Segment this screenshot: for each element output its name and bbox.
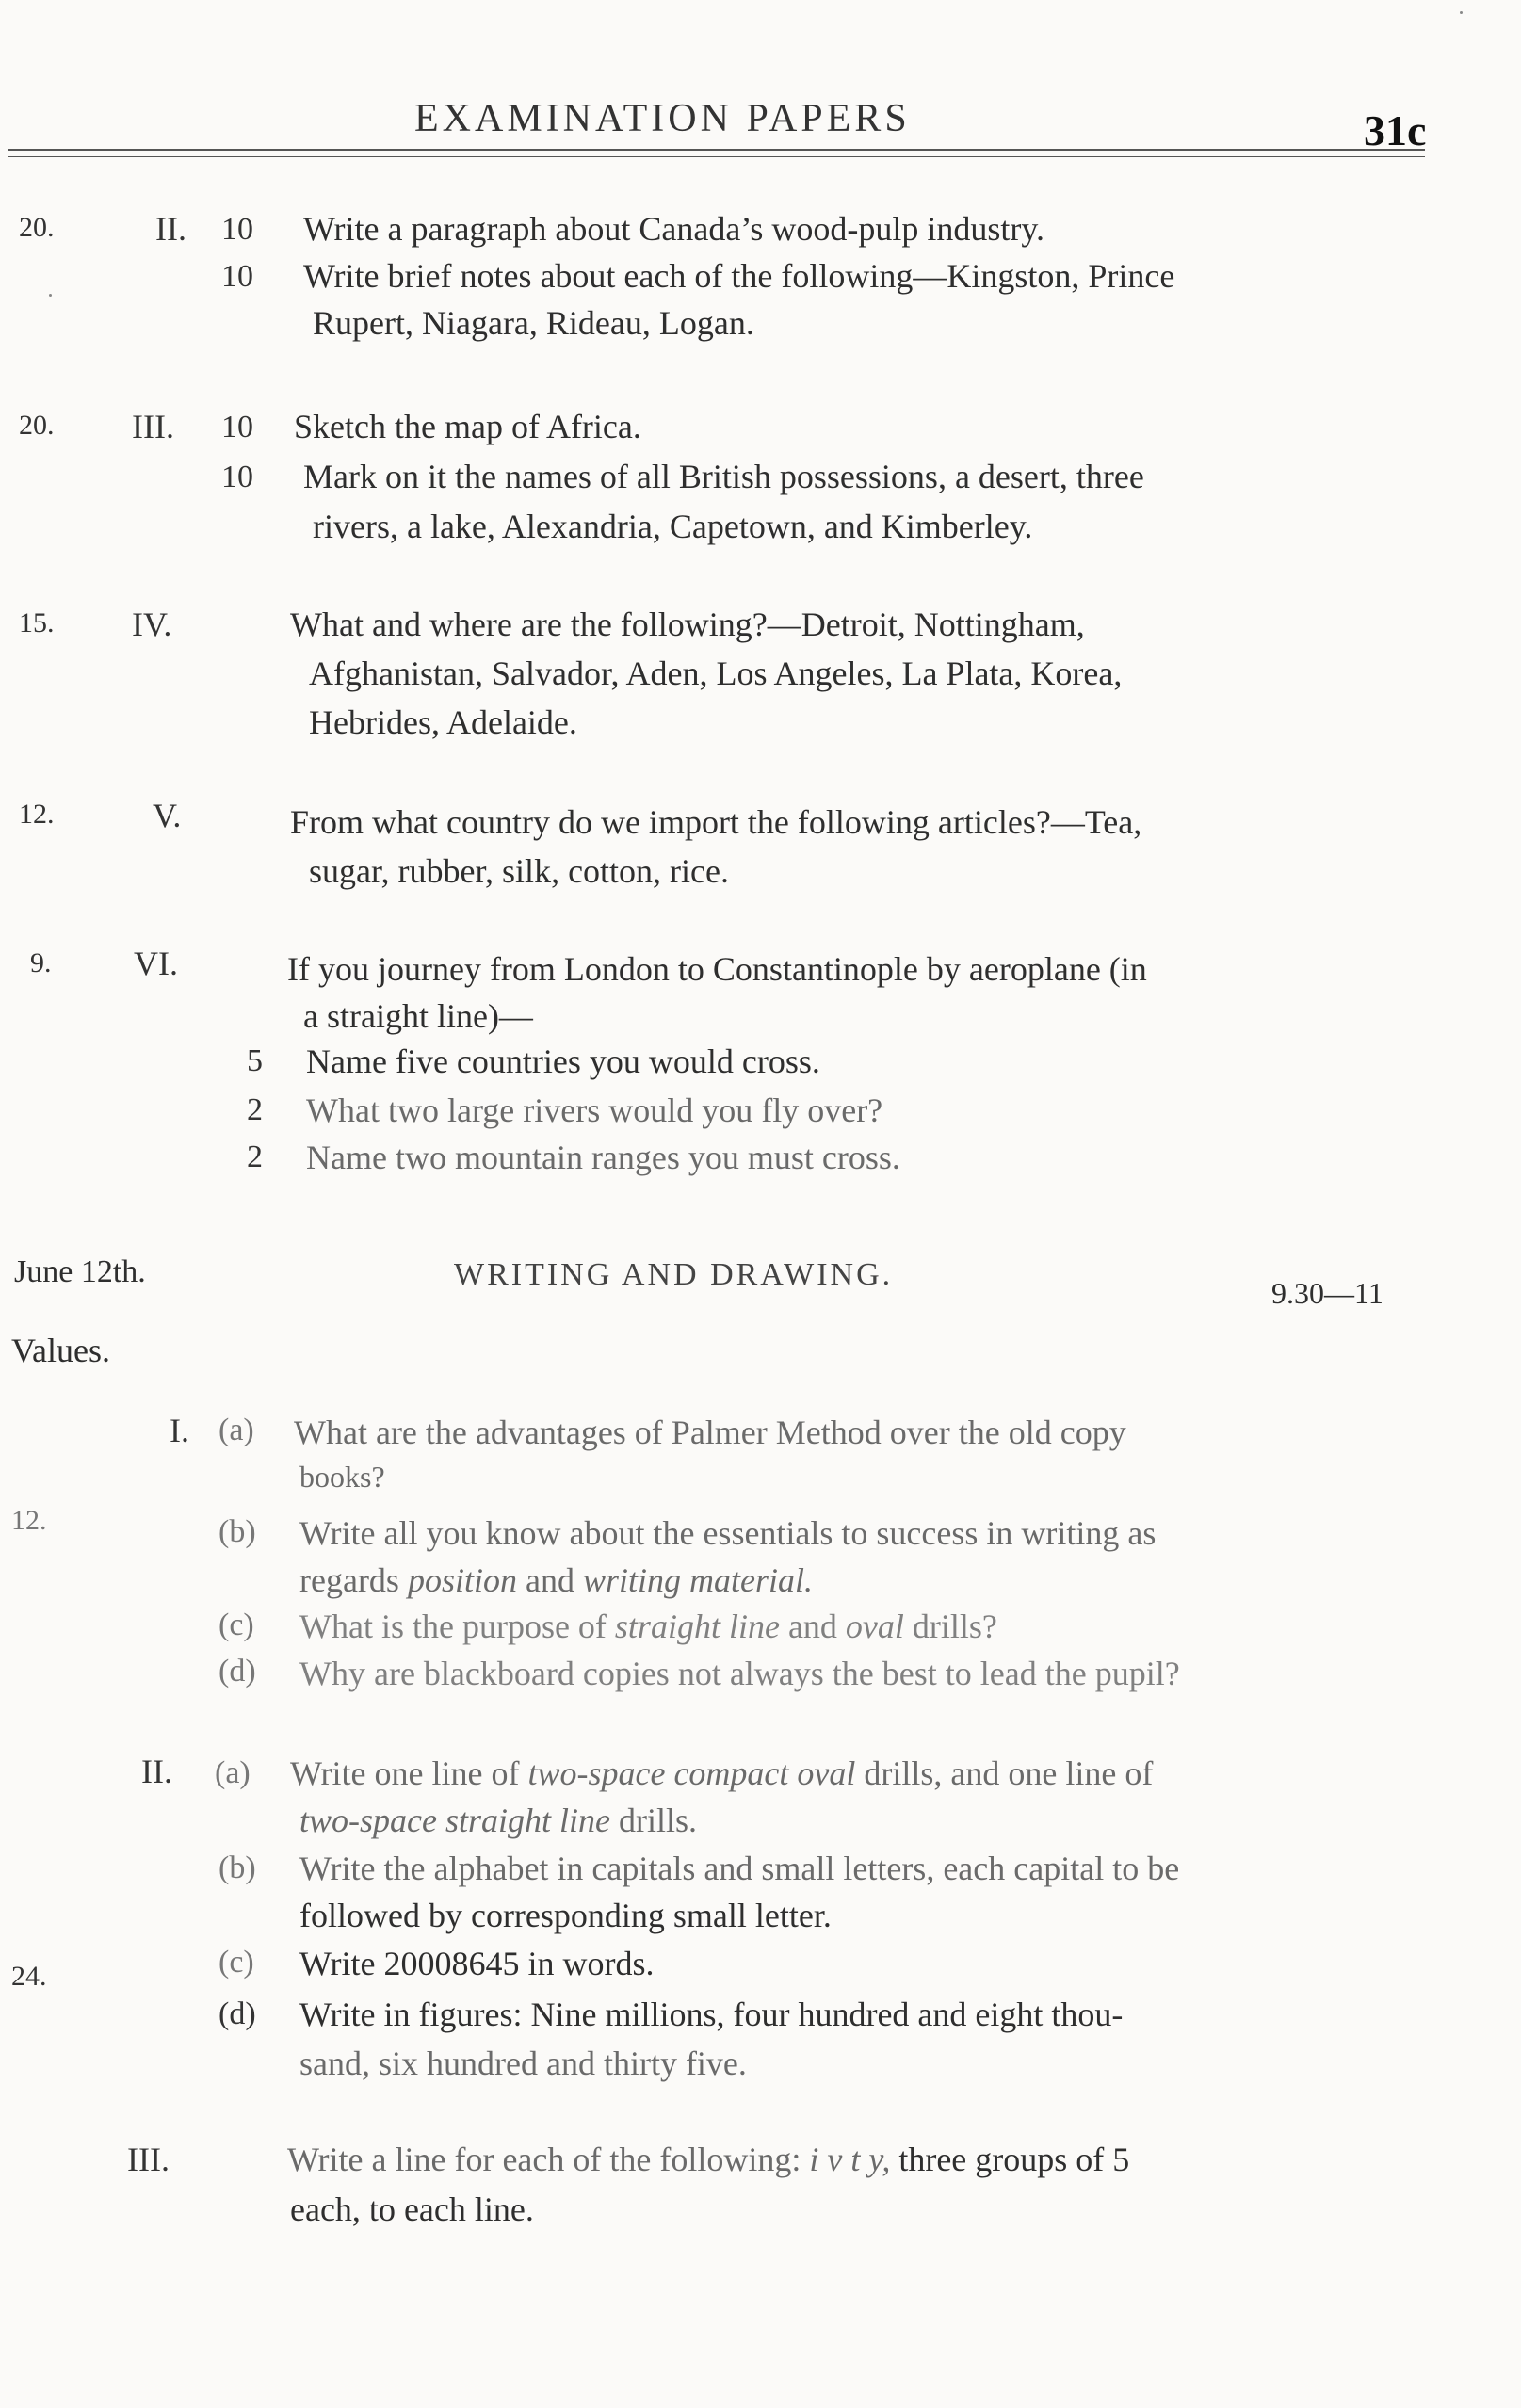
text-span: drills. (618, 1802, 697, 1839)
text-span: drills, and one line of (864, 1754, 1154, 1792)
question-text: Name two mountain ranges you must cross. (306, 1139, 900, 1176)
text-span: and (525, 1561, 574, 1599)
part-label: (a) (215, 1755, 251, 1790)
question-numeral: II. (141, 1753, 172, 1790)
question-text-line (287, 2140, 1129, 2179)
running-header-title: EXAMINATION PAPERS (414, 97, 911, 140)
italic-span: position (407, 1561, 517, 1599)
question-text: Rupert, Niagara, Rideau, Logan. (313, 304, 754, 342)
text-span: Write one line of (290, 1754, 520, 1792)
question-text: rivers, a lake, Alexandria, Capetown, and Kimberley. (313, 508, 1033, 545)
question-value: 12. (19, 799, 55, 830)
question-numeral: II. (155, 210, 186, 248)
values-label: Values. (11, 1332, 110, 1369)
text-span: and (787, 1608, 837, 1645)
part-label: (a) (218, 1413, 254, 1447)
question-text-line (299, 1560, 813, 1600)
marks: 2 (247, 1092, 263, 1127)
question-text: books? (299, 1460, 385, 1494)
question-value: 24. (11, 1961, 47, 1992)
print-speck (49, 294, 52, 297)
question-numeral: I. (170, 1412, 189, 1449)
question-text: Afghanistan, Salvador, Aden, Los Angeles, La Plata, Korea, (309, 655, 1123, 692)
question-text: a straight line)— (303, 997, 533, 1035)
question-text: Write a paragraph about Canada’s wood-pulp industry. (303, 210, 1044, 248)
part-label: (b) (218, 1514, 256, 1549)
question-text-line (299, 1607, 997, 1646)
question-text: followed by corresponding small letter. (299, 1897, 832, 1934)
exam-date: June 12th. (14, 1254, 146, 1289)
part-label: (b) (218, 1850, 256, 1885)
italic-span: writing material. (582, 1561, 813, 1599)
exam-time: 9.30—11 (1271, 1276, 1383, 1310)
part-label: (d) (218, 1996, 256, 2031)
question-text: Sketch the map of Africa. (294, 408, 641, 445)
question-text: Write 20008645 in words. (299, 1945, 655, 1982)
italic-span: oval (845, 1608, 904, 1645)
question-text: Hebrides, Adelaide. (309, 703, 577, 741)
marks: 10 (221, 410, 253, 444)
italic-span: two-space compact oval (527, 1754, 856, 1792)
question-text: Write the alphabet in capitals and small letters, each capital to be (299, 1850, 1180, 1887)
question-text: Name five countries you would cross. (306, 1042, 820, 1080)
question-numeral: III. (127, 2141, 170, 2178)
header-rule-bottom (8, 156, 1425, 157)
italic-span: straight line (614, 1608, 780, 1645)
italic-span: two-space straight line (299, 1802, 610, 1839)
question-text: What are the advantages of Palmer Method over the old copy (294, 1414, 1126, 1451)
text-span: regards (299, 1561, 399, 1599)
marks: 10 (221, 212, 253, 247)
question-value: 15. (19, 607, 55, 638)
question-text: sand, six hundred and thirty five. (299, 2044, 747, 2082)
question-text: Write all you know about the essentials to success in writing as (299, 1514, 1157, 1552)
text-span: three groups of 5 (898, 2141, 1130, 2178)
marks: 2 (247, 1139, 263, 1174)
text-span: What is the purpose of (299, 1608, 607, 1645)
page-number: 31c (1364, 106, 1427, 154)
part-label: (c) (218, 1608, 254, 1642)
marks: 10 (221, 460, 253, 494)
question-numeral: IV. (132, 606, 172, 643)
part-label: (d) (218, 1654, 256, 1689)
part-label: (c) (218, 1945, 254, 1980)
question-numeral: V. (153, 797, 182, 834)
question-value: 20. (19, 410, 55, 441)
question-text: Write in figures: Nine millions, four hundred and eight thou- (299, 1996, 1124, 2033)
question-text: If you journey from London to Constantinople by aeroplane (in (287, 950, 1147, 988)
question-text: Mark on it the names of all British possessions, a desert, three (303, 458, 1144, 495)
question-text: Write brief notes about each of the following—Kingston, Prince (303, 257, 1175, 295)
italic-span: i v t y, (809, 2141, 891, 2178)
print-speck (1460, 11, 1463, 14)
question-text: What and where are the following?—Detroit, Nottingham, (290, 606, 1085, 643)
question-numeral: III. (132, 408, 174, 445)
header-rule-top (8, 149, 1425, 151)
text-span: drills? (912, 1608, 997, 1645)
question-text-line (299, 1801, 697, 1840)
question-text: What two large rivers would you fly over? (306, 1091, 883, 1129)
marks: 10 (221, 259, 253, 294)
question-value: 12. (11, 1505, 47, 1536)
question-value: 9. (30, 947, 52, 978)
marks: 5 (247, 1043, 263, 1078)
question-text: each, to each line. (290, 2190, 534, 2228)
question-text: From what country do we import the following articles?—Tea, (290, 803, 1142, 841)
question-numeral: VI. (134, 945, 178, 982)
question-text: sugar, rubber, silk, cotton, rice. (309, 852, 729, 890)
question-text-line (290, 1753, 1153, 1793)
section-title: WRITING AND DRAWING. (454, 1257, 894, 1292)
question-text: Why are blackboard copies not always the best to lead the pupil? (299, 1655, 1180, 1692)
question-value: 20. (19, 212, 55, 243)
text-span: Write a line for each of the following: (287, 2141, 801, 2178)
